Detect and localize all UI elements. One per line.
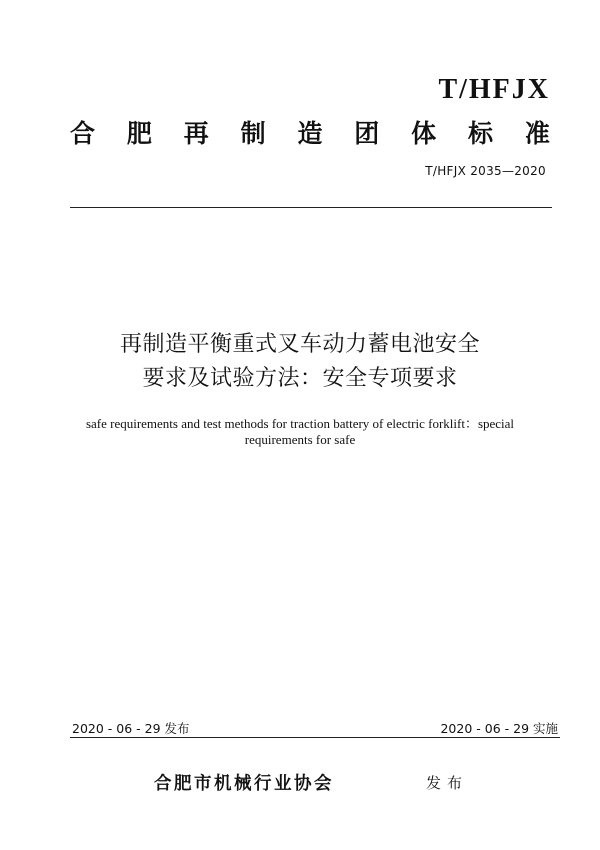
issue-label: 发布	[426, 774, 469, 792]
title-cn-line-1: 再制造平衡重式叉车动力蓄电池安全	[119, 332, 480, 357]
org-name-char: 肥	[126, 119, 152, 148]
standard-number: T/HFJX 2035—2020	[425, 164, 546, 178]
org-name-char: 体	[411, 119, 437, 148]
org-name-char: 制	[240, 119, 266, 148]
footer-divider	[70, 737, 560, 738]
organization-name	[70, 114, 550, 150]
org-name-char: 标	[468, 119, 494, 148]
org-name-char: 再	[183, 119, 209, 148]
title-en-line-2: requirements for safe	[244, 432, 356, 447]
title-en-line-1: safe requirements and test methods for traction battery of electric forklift：special	[85, 416, 515, 431]
standard-code: T/HFJX	[438, 74, 550, 105]
org-name-char: 团	[354, 119, 380, 148]
implement-date: 2020 - 06 - 29 实施	[440, 721, 558, 736]
title-cn-line-2: 要求及试验方法：安全专项要求	[142, 366, 458, 391]
org-name-char: 合	[70, 119, 96, 148]
header-divider	[70, 207, 552, 208]
org-name-char: 准	[524, 119, 550, 148]
issuing-organization: 合肥市机械行业协会	[154, 774, 334, 794]
publish-date: 2020 - 06 - 29 发布	[72, 721, 190, 736]
org-name-char: 造	[297, 119, 323, 148]
